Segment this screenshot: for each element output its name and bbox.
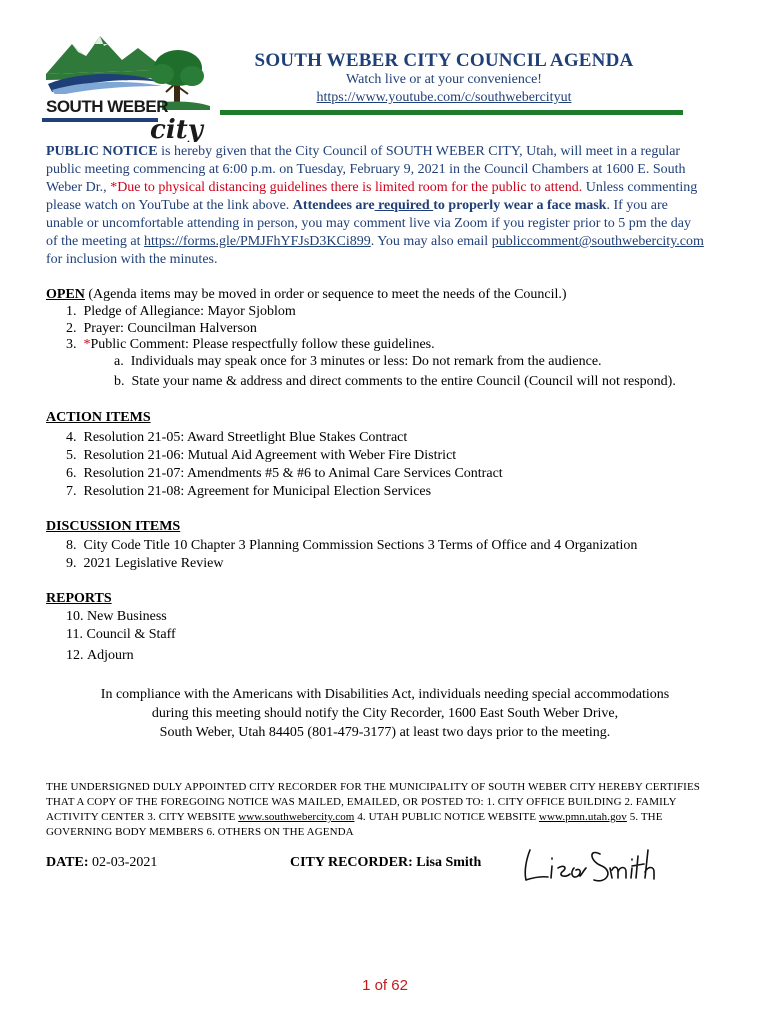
list-subitem: a. Individuals may speak once for 3 minutes or less: Do not remark from the audience. [114, 354, 602, 369]
list-item: 12. Adjourn [66, 648, 134, 663]
list-item: 2. Prayer: Councilman Halverson [66, 321, 257, 336]
open-section-heading [46, 286, 567, 304]
agenda-title: SOUTH WEBER CITY COUNCIL AGENDA [254, 50, 634, 71]
recorder-certification: THE UNDERSIGNED DULY APPOINTED CITY RECORDER FOR THE MUNICIPALITY OF SOUTH WEBER CITY HEREBY CERTIFIES THAT A COPY OF THE FOREGOING NOTICE WAS MAILED, EMAILED, OR POSTED TO: 1. CITY OFFICE BUILDING 2. FAMILY ACTIVITY CENTER 3. CITY WEBSITE www.southwebercity.com 4. UTAH PUBLIC NOTICE WEBSITE www.pmn.utah.gov 5. THE GOVERNING BODY MEMBERS 6. OTHERS ON THE AGENDA [46, 781, 700, 838]
notice-text-5: for inclusion with the minutes. [46, 252, 218, 267]
reports-heading: REPORTS [46, 591, 112, 606]
svg-text:SOUTH WEBER: SOUTH WEBER [46, 97, 168, 116]
zoom-registration-link[interactable]: https://forms.gle/PMJFhYFJsD3KCi899 [143, 234, 371, 249]
list-item: 6. Resolution 21-07: Amendments #5 & #6 to Animal Care Services Contract [66, 466, 503, 481]
discussion-items-heading: DISCUSSION ITEMS [46, 519, 181, 534]
logo-graphic [42, 30, 212, 142]
city-logo [42, 30, 212, 142]
signature-graphic [518, 838, 668, 888]
open-note: (Agenda items may be moved in order or sequence to meet the needs of the Council.) [84, 287, 567, 302]
date-value: 02-03-2021 [88, 855, 158, 870]
city-website-link[interactable]: www.southwebercity.com [238, 811, 355, 823]
notice-text-3: . If you are unable or uncomfortable attending in person, you may comment live via Zoom if you register prior to 5 pm the day of the meeting at [46, 198, 692, 249]
public-comment-email-link[interactable]: publiccomment@southwebercity.com [491, 234, 704, 249]
list-subitem: b. State your name & address and direct comments to the entire Council (Council will not respond). [114, 374, 676, 389]
city-recorder-label: CITY RECORDER: Lisa Smith [290, 855, 482, 870]
mask-required: required [374, 198, 434, 213]
ada-line-2: during this meeting should notify the City Recorder, 1600 East South Weber Drive, [151, 706, 619, 721]
mask-note-1: Attendees are [292, 198, 375, 213]
notice-label: PUBLIC NOTICE [46, 144, 158, 159]
pmn-website-link[interactable]: www.pmn.utah.gov [538, 811, 627, 823]
date-label: DATE: [46, 855, 89, 870]
svg-text:city: city [150, 115, 203, 142]
recorder-signature [518, 838, 668, 888]
ada-line-1: In compliance with the Americans with Disabilities Act, individuals needing special accommodations [100, 687, 670, 702]
notice-text-1: is hereby given that the City Council of SOUTH WEBER CITY, Utah, will meet in a regular public meeting commencing at 6:00 p.m. on Tuesday, February 9, 2021 in the Council Chambers at 1600 E. South Weber Dr., [46, 144, 686, 195]
header-rule [220, 110, 683, 115]
list-item: 7. Resolution 21-08: Agreement for Municipal Election Services [66, 484, 432, 499]
list-item: 4. Resolution 21-05: Award Streetlight Blue Stakes Contract [66, 430, 408, 445]
list-item: 9. 2021 Legislative Review [66, 556, 224, 571]
page-indicator: 1 of 62 [362, 977, 408, 994]
youtube-link[interactable]: https://www.youtube.com/c/southwebercityut [316, 90, 572, 105]
list-item: 3. *Public Comment: Please respectfully follow these guidelines. [66, 337, 435, 352]
open-heading: OPEN [46, 287, 85, 302]
mask-note-2: to properly wear a face mask [433, 198, 607, 213]
notice-text-2: Unless commenting please watch on YouTube at the link above. [46, 180, 698, 213]
action-items-heading: ACTION ITEMS [46, 410, 151, 425]
watch-live-text: Watch live or at your convenience! [346, 72, 542, 87]
list-item: 10. New Business [66, 609, 167, 624]
ada-line-3: South Weber, Utah 84405 (801-479-3177) at least two days prior to the meeting. [159, 725, 611, 740]
date-line [46, 855, 157, 871]
ada-notice [60, 685, 710, 742]
distancing-note: *Due to physical distancing guidelines there is limited room for the public to attend. [110, 180, 583, 195]
list-item: 11. Council & Staff [66, 627, 176, 642]
list-item: 1. Pledge of Allegiance: Mayor Sjoblom [66, 304, 296, 319]
list-item: 8. City Code Title 10 Chapter 3 Planning Commission Sections 3 Terms of Office and 4 Organization [66, 538, 638, 553]
asterisk-mark: * [83, 337, 91, 352]
youtube-link-row [240, 90, 648, 106]
list-item: 5. Resolution 21-06: Mutual Aid Agreement with Weber Fire District [66, 448, 457, 463]
notice-text-4: . You may also email [370, 234, 492, 249]
public-notice [46, 143, 706, 269]
